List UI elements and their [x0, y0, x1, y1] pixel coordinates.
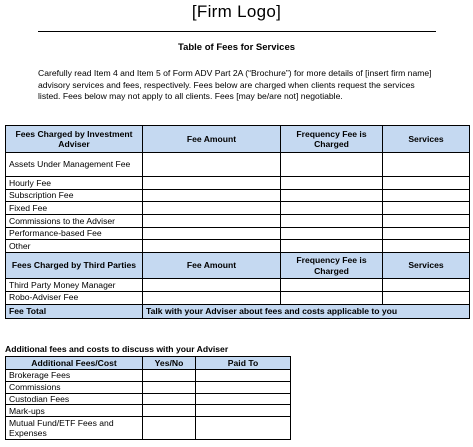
table-row [6, 405, 291, 417]
table-row [6, 381, 291, 393]
additional-table-header-row [6, 357, 291, 370]
fee-amount-cell[interactable] [143, 291, 281, 304]
fee-total-row [6, 304, 470, 318]
table-row [6, 177, 470, 190]
table-row [6, 227, 470, 240]
services-cell[interactable] [383, 202, 470, 215]
services-cell[interactable] [383, 189, 470, 202]
additional-fees-heading: Additional fees and costs to discuss with your Adviser [5, 344, 229, 354]
additional-cost-label: Commissions [6, 381, 143, 393]
fee-amount-cell[interactable] [143, 153, 281, 177]
table-row [6, 393, 291, 405]
frequency-cell[interactable] [281, 177, 383, 190]
firm-logo-placeholder: [Firm Logo] [191, 2, 282, 21]
table-row [6, 240, 470, 253]
frequency-cell[interactable] [281, 227, 383, 240]
table-row [6, 153, 470, 177]
header-divider [38, 31, 436, 32]
fee-type-label: Fixed Fee [6, 202, 143, 215]
intro-paragraph: Carefully read Item 4 and Item 5 of Form ADV Part 2A (“Brochure”) for more details of [insert firm name] advisory services and fees, respectively. Fees below are charged when clients request the services listed. Fees below may not apply to all clients. Fees [may be/are not] negotiable. [38, 68, 432, 101]
fees-table [5, 125, 470, 319]
frequency-cell[interactable] [281, 240, 383, 253]
yes-no-cell[interactable] [143, 405, 196, 417]
services-cell[interactable] [383, 215, 470, 228]
column-header-fee-amount: Fee Amount [143, 253, 281, 279]
frequency-cell[interactable] [281, 291, 383, 304]
fee-amount-cell[interactable] [143, 227, 281, 240]
third-party-header-row [6, 253, 470, 279]
fee-type-label: Hourly Fee [6, 177, 143, 190]
column-header-paid-to: Paid To [196, 357, 291, 370]
additional-cost-label: Brokerage Fees [6, 370, 143, 382]
table-row [6, 202, 470, 215]
yes-no-cell[interactable] [143, 393, 196, 405]
fee-amount-cell[interactable] [143, 202, 281, 215]
column-header-additional-cost: Additional Fees/Cost [6, 357, 143, 370]
additional-cost-label: Custodian Fees [6, 393, 143, 405]
fee-type-label: Other [6, 240, 143, 253]
table-row [6, 417, 291, 440]
column-header-adviser-fees: Fees Charged by Investment Adviser [6, 126, 143, 153]
paid-to-cell[interactable] [196, 405, 291, 417]
fee-type-label: Performance-based Fee [6, 227, 143, 240]
additional-cost-label: Mutual Fund/ETF Fees and Expenses [6, 417, 143, 440]
additional-fees-table [5, 356, 291, 440]
paid-to-cell[interactable] [196, 393, 291, 405]
yes-no-cell[interactable] [143, 370, 196, 382]
frequency-cell[interactable] [281, 153, 383, 177]
paid-to-cell[interactable] [196, 381, 291, 393]
column-header-frequency: Frequency Fee is Charged [281, 126, 383, 153]
fees-table-header-row [6, 126, 470, 153]
column-header-frequency: Frequency Fee is Charged [281, 253, 383, 279]
fee-type-label: Third Party Money Manager [6, 279, 143, 292]
frequency-cell[interactable] [281, 279, 383, 292]
fee-amount-cell[interactable] [143, 189, 281, 202]
column-header-services: Services [383, 253, 470, 279]
frequency-cell[interactable] [281, 189, 383, 202]
fee-type-label: Assets Under Management Fee [6, 153, 143, 177]
services-cell[interactable] [383, 227, 470, 240]
yes-no-cell[interactable] [143, 417, 196, 440]
column-header-yes-no: Yes/No [143, 357, 196, 370]
table-row [6, 370, 291, 382]
fee-amount-cell[interactable] [143, 240, 281, 253]
fee-amount-cell[interactable] [143, 279, 281, 292]
fee-type-label: Subscription Fee [6, 189, 143, 202]
frequency-cell[interactable] [281, 215, 383, 228]
services-cell[interactable] [383, 291, 470, 304]
frequency-cell[interactable] [281, 202, 383, 215]
table-row [6, 215, 470, 228]
services-cell[interactable] [383, 279, 470, 292]
table-row [6, 189, 470, 202]
fee-type-label: Commissions to the Adviser [6, 215, 143, 228]
table-row [6, 279, 470, 292]
yes-no-cell[interactable] [143, 381, 196, 393]
services-cell[interactable] [383, 177, 470, 190]
fee-amount-cell[interactable] [143, 215, 281, 228]
services-cell[interactable] [383, 240, 470, 253]
fee-type-label: Robo-Adviser Fee [6, 291, 143, 304]
column-header-fee-amount: Fee Amount [143, 126, 281, 153]
paid-to-cell[interactable] [196, 370, 291, 382]
document-title: Table of Fees for Services [177, 42, 296, 53]
column-header-services: Services [383, 126, 470, 153]
table-row [6, 291, 470, 304]
column-header-third-party-fees: Fees Charged by Third Parties [6, 253, 143, 279]
fee-total-note: Talk with your Adviser about fees and costs applicable to you [143, 304, 470, 318]
fee-amount-cell[interactable] [143, 177, 281, 190]
additional-cost-label: Mark-ups [6, 405, 143, 417]
fee-total-label: Fee Total [6, 304, 143, 318]
services-cell[interactable] [383, 153, 470, 177]
paid-to-cell[interactable] [196, 417, 291, 440]
